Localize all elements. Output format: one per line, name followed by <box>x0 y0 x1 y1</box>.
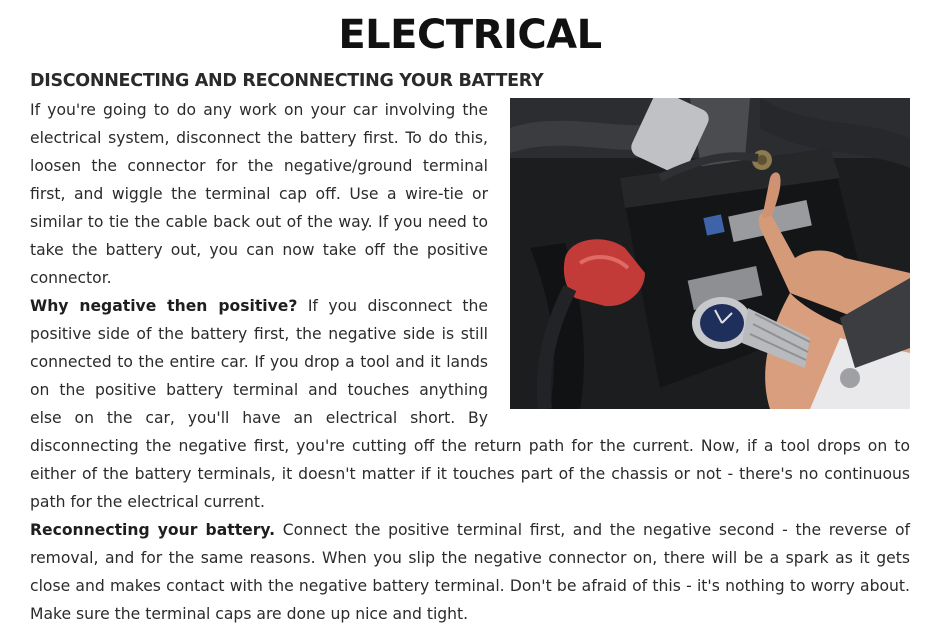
paragraph-text: If you're going to do any work on your car involving the electrical system, disconnect the battery first. To do this, loosen the connector for the negative/ground terminal first, and wiggle the terminal cap off. Use a wire-tie or similar to tie the cable back out of the way. If you need to take the battery out, you can now take off the positive connector. <box>30 101 488 287</box>
paragraph-text: Connect the positive terminal first, and the negative second - the reverse of removal, and for the same reasons. When you slip the negative connector on, there will be a spark as it gets close and makes contact with the negative battery terminal. Don't be afraid of this - it's nothing to worry about. Make sure the terminal caps are done up nice and tight. <box>30 521 911 623</box>
article-body <box>30 96 910 628</box>
paragraph-lead: Why negative then positive? <box>30 297 298 315</box>
section-heading: DISCONNECTING AND RECONNECTING YOUR BATTERY <box>30 71 544 91</box>
page-title: ELECTRICAL <box>338 12 602 58</box>
paragraph-text: If you disconnect the positive side of the battery first, the negative side is still connected to the entire car. If you drop a tool and it lands on the positive battery terminal and touches anything else on the car, you'll have an electrical short. By disconnecting the negative first, you're cutting off the return path for the current. Now, if a tool drops on to either of the battery terminals, it doesn't matter if it touches part of the chassis or not - there's no continuous path for the electrical current. <box>30 297 910 511</box>
paragraph-lead: Reconnecting your battery. <box>30 521 276 539</box>
car-battery-photo <box>510 98 910 409</box>
car-battery-illustration <box>510 98 910 409</box>
page <box>30 0 910 628</box>
paragraph-reconnecting <box>30 516 910 628</box>
